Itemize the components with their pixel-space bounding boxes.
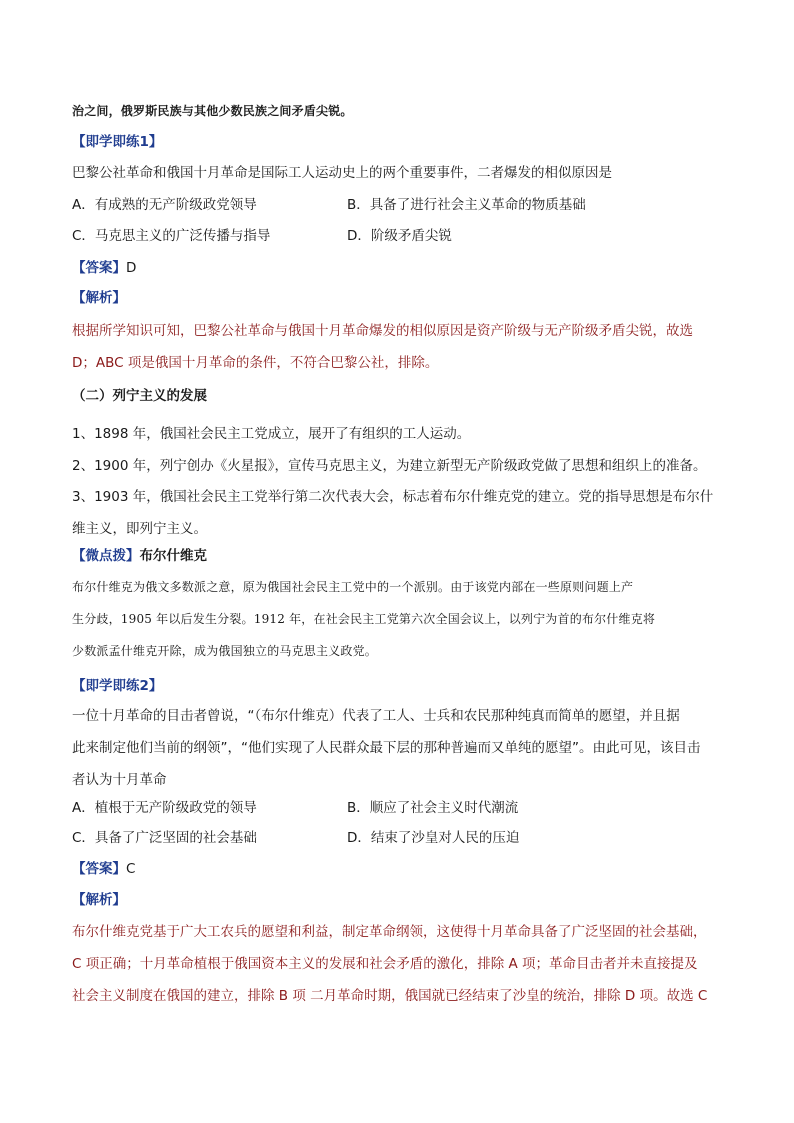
section-item: 1、1898 年，俄国社会民主工党成立，展开了有组织的工人运动。 [72,426,471,442]
q2-option-a: A．植根于无产阶级政党的领导 [72,800,257,816]
q1-analysis-line: D；ABC 项是俄国十月革命的条件，不符合巴黎公社，排除。 [72,355,439,371]
q2-stem-line: 一位十月革命的目击者曾说，“（布尔什维克）代表了工人、士兵和农民那种纯真而简单的愿望，并且据 [72,708,680,724]
q2-analysis-line: 社会主义制度在俄国的建立，排除 B 项 二月革命时期，俄国就已经结束了沙皇的统治，排除 D 项。故选 C [72,988,708,1004]
q1-answer-tag: 【答案】 [72,260,126,276]
q1-option-a: A．有成熟的无产阶级政党领导 [72,197,257,213]
q2-option-c: C．具备了广泛坚固的社会基础 [72,830,257,846]
intro-tail-text: 治之间，俄罗斯民族与其他少数民族之间矛盾尖锐。 [72,104,353,118]
section-heading: （二）列宁主义的发展 [72,388,207,404]
q2-analysis-line: 布尔什维克党基于广大工农兵的愿望和利益，制定革命纲领，这使得十月革命具备了广泛坚固的社会基础， [72,924,707,940]
section-items [72,419,722,545]
q1-options-row-1 [72,192,722,218]
tip-tag: 【微点拨】 [72,548,140,564]
section-item: 维主义，即列宁主义。 [72,520,207,537]
q1-analysis-tag: 【解析】 [72,290,126,306]
q2-tag: 【即学即练2】 [72,678,163,694]
q1-tag: 【即学即练1】 [72,134,163,150]
q2-stem [72,700,722,796]
section-item: 3、1903 年，俄国社会民主工党举行第二次代表大会，标志着布尔什维克党的建立。党的指导思想是布尔什 [72,489,714,505]
q2-analysis-tag: 【解析】 [72,892,126,908]
q2-answer [72,853,722,885]
q1-option-d: D．阶级矛盾尖锐 [347,228,452,244]
q1-options-row-2 [72,223,722,249]
tip-line: 生分歧，1905 年以后发生分裂。1912 年，在社会民主工党第六次全国会议上，以列宁为首的布尔什维克将 [72,612,656,626]
q2-options-row-2 [72,825,722,851]
tip-line: 布尔什维克为俄文多数派之意，原为俄国社会民主工党中的一个派别。由于该党内部在一些原则问题上产 [72,580,634,594]
q2-answer-value: C [126,861,136,877]
q1-analysis-line: 根据所学知识可知，巴黎公社革命与俄国十月革命爆发的相似原因是资产阶级与无产阶级矛盾尖锐，故选 [72,323,693,339]
tip-heading [72,543,722,569]
q2-analysis-line: C 项正确；十月革命植根于俄国资本主义的发展和社会矛盾的激化，排除 A 项；革命目击者并未直接提及 [72,956,698,972]
q1-analysis [72,315,722,379]
q2-analysis [72,916,722,1012]
tip-line: 少数派孟什维克开除，成为俄国独立的马克思主义政党。 [72,644,378,658]
q2-stem-line: 此来制定他们当前的纲领”，“他们实现了人民群众最下层的那种普遍而又单纯的愿望”。由此可见，该目击 [72,740,701,756]
q1-option-b: B．具备了进行社会主义革命的物质基础 [347,197,586,213]
q1-stem: 巴黎公社革命和俄国十月革命是国际工人运动史上的两个重要事件，二者爆发的相似原因是 [72,165,612,181]
tip-body [72,571,722,667]
section-item: 2、1900 年，列宁创办《火星报》，宣传马克思主义，为建立新型无产阶级政党做了思想和组织上的准备。 [72,457,707,474]
q2-options-row-1 [72,795,722,821]
q2-option-d: D．结束了沙皇对人民的压迫 [347,830,520,846]
q1-option-c: C．马克思主义的广泛传播与指导 [72,228,271,244]
q2-option-b: B．顺应了社会主义时代潮流 [347,800,519,816]
q1-answer-value: D [126,260,137,276]
q2-answer-tag: 【答案】 [72,861,126,877]
q2-stem-line: 者认为十月革命 [72,772,167,788]
tip-title: 布尔什维克 [139,548,207,564]
q1-answer [72,252,722,284]
